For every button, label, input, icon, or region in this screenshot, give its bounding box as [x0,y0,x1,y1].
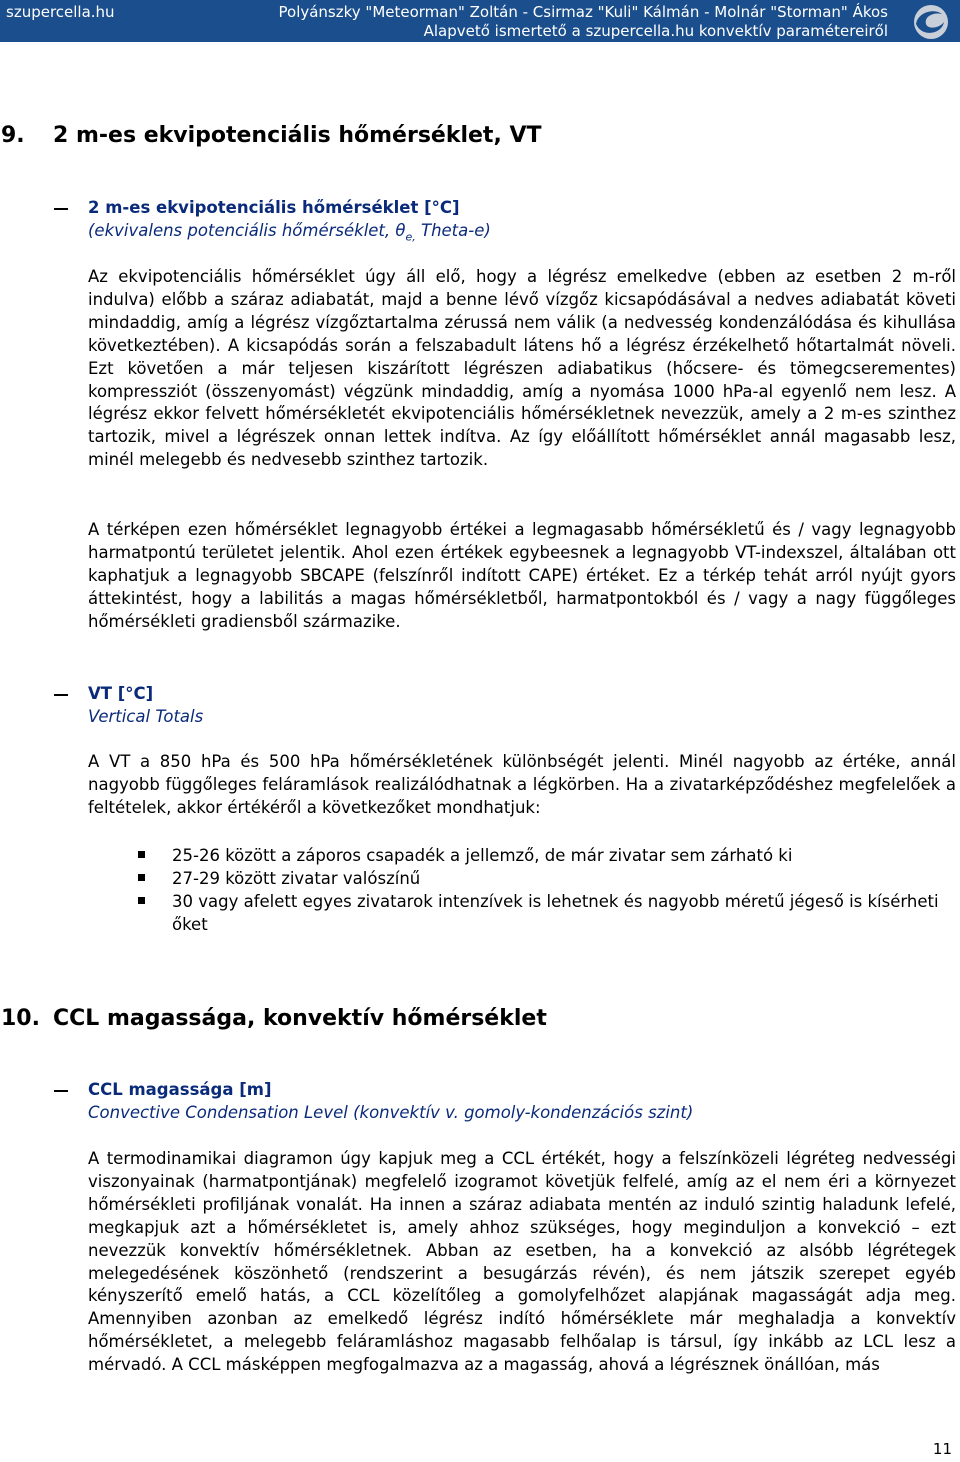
header-doc-title: Alapvető ismertető a szupercella.hu konvektív paramétereiről [423,22,888,40]
paragraph-vt-definition: A VT a 850 hPa és 500 hPa hőmérsékletének különbségét jelenti. Minél nagyobb az értéke, annál nagyobb függőleges feláramlások realizálódhatnak a légkörben. Ha a zivatarképződéshez megfelelőek a feltételek, akkor értékéről a következőket mondhatjuk: [88,752,956,817]
section-9-heading [1,123,542,149]
square-bullet-icon [138,897,145,904]
list-item-ccl [88,1079,956,1124]
site-name: szupercella.hu [6,3,115,21]
item-title: VT [°C] [88,684,154,703]
paragraph-map-interpretation: A térképen ezen hőmérséklet legnagyobb értékei a legmagasabb hőmérsékletű és / vagy legnagyobb harmatpontú területet jelentik. Ahol ezen értékek egybeesnek a legnagyobb VT-indexszel, általában ott kaphatjuk a legnagyobb SBCAPE (felszínről indított CAPE) értéket. Ez a térkép tehát arról nyújt gyors áttekintést, hogy a labilitás a magas hőmérsékletből, harmatpontokból és / vagy a nagy függőleges hőmérsékleti gradiensből származike. [88,520,956,631]
section-10-heading [1,1006,547,1032]
square-bullet-icon [138,874,145,881]
item-subtitle: Vertical Totals [88,706,204,726]
page-header [0,0,960,42]
section-number: 9. [1,123,25,148]
list-item: 25-26 között a záporos csapadék a jellemző, de már zivatar sem zárható ki [88,844,956,867]
item-subtitle: Convective Condensation Level (konvektív v. gomoly-kondenzációs szint) [88,1102,694,1122]
item-title: 2 m-es ekvipotenciális hőmérséklet [°C] [88,198,460,217]
list-item-theta-e [88,197,956,248]
section-title: CCL magassága, konvektív hőmérséklet [53,1006,547,1031]
header-right [279,3,889,41]
paragraph-theta-e-definition: Az ekvipotenciális hőmérséklet úgy áll elő, hogy a légrész emelkedve (ebben az esetben 2 m-ről indulva) előbb a száraz adiabatát, majd a benne lévő vízgőz kicsapódásával a nedves adiabatát követi mindaddig, amíg a légrész vízgőztartalma zérussá nem válik (a nedvesség kondenzálódása és kihullása következtében). A kicsapódás során a felszabadult látens hő a légrész érzékelhető hőtartalmát növeli. Ezt követően a már teljesen kiszárított légrészen adiabatikus (hőcsere- és tömegcserementes) kompressziót (összenyomást) végzünk mindaddig, amíg a nyomása 1000 hPa-al egyenlő nem lesz. A légrész ekkor felvett hőmérsékletét ekvipotenciális hőmérsékletnek nevezzük, amely a 2 m-es szinthez tartozik, mivel a légrészek onnan lettek indítva. Az így előállított hőmérséklet annál magasabb lesz, minél melegebb és nedvesebb szinthez tartozik. [88,267,956,470]
dash-marker [54,208,68,210]
page-number: 11 [932,1440,952,1458]
square-bullet-icon [138,851,145,858]
paragraph-ccl-definition: A termodinamikai diagramon úgy kapjuk meg a CCL értékét, hogy a felszínközeli légréteg nedvességi viszonyainak (harmatpontjának) megfelelő izogramot követjük felfelé, amíg az el nem éri a környezet hőmérsékleti profiljának vonalát. Ha innen a száraz adiabata mentén az induló szintig haladunk lefelé, megkapjuk azt a hőmérsékletet is, amely ahhoz szükséges, hogy meginduljon a konvekció – ezt nevezzük konvektív hőmérsékletnek. Abban az esetben, ha a konvekció az alsóbb légrétegek melegedésének köszönhető (rendszerint a besugárzás révén), és nem játszik szerepet egyéb kényszerítő emelő hatás, a CCL közelítőleg a gomolyfelhőzet alapjának magasságát adja meg. Amennyiben azonban az emelkedő légrész indító hőmérséklete már meghaladja a konvektív hőmérsékletet, a melegebb feláramláshoz magasabb felhőalap is társul, így inkább az LCL lesz a mérvadó. A CCL másképpen megfogalmazva az a magasság, ahová a légrésznek önállóan, más [88,1149,956,1375]
dash-marker [54,694,68,696]
section-title: 2 m-es ekvipotenciális hőmérséklet, VT [53,123,542,148]
vt-threshold-list [88,844,956,936]
item-subtitle: (ekvivalens potenciális hőmérséklet, $\theta_{e,}$ Theta-e) [88,220,491,243]
list-item-vt [88,683,956,728]
item-title: CCL magassága [m] [88,1080,272,1099]
header-authors: Polyánszky "Meteorman" Zoltán - Csirmaz "Kuli" Kálmán - Molnár "Storman" Ákos [278,3,888,21]
list-item: 30 vagy afelett egyes zivatarok intenzívek is lehetnek és nagyobb méretű jégeső is kísérheti őket [88,890,956,936]
swirl-logo-icon [904,2,958,42]
dash-marker [54,1090,68,1092]
list-item: 27-29 között zivatar valószínű [88,867,956,890]
section-number: 10. [1,1006,40,1031]
